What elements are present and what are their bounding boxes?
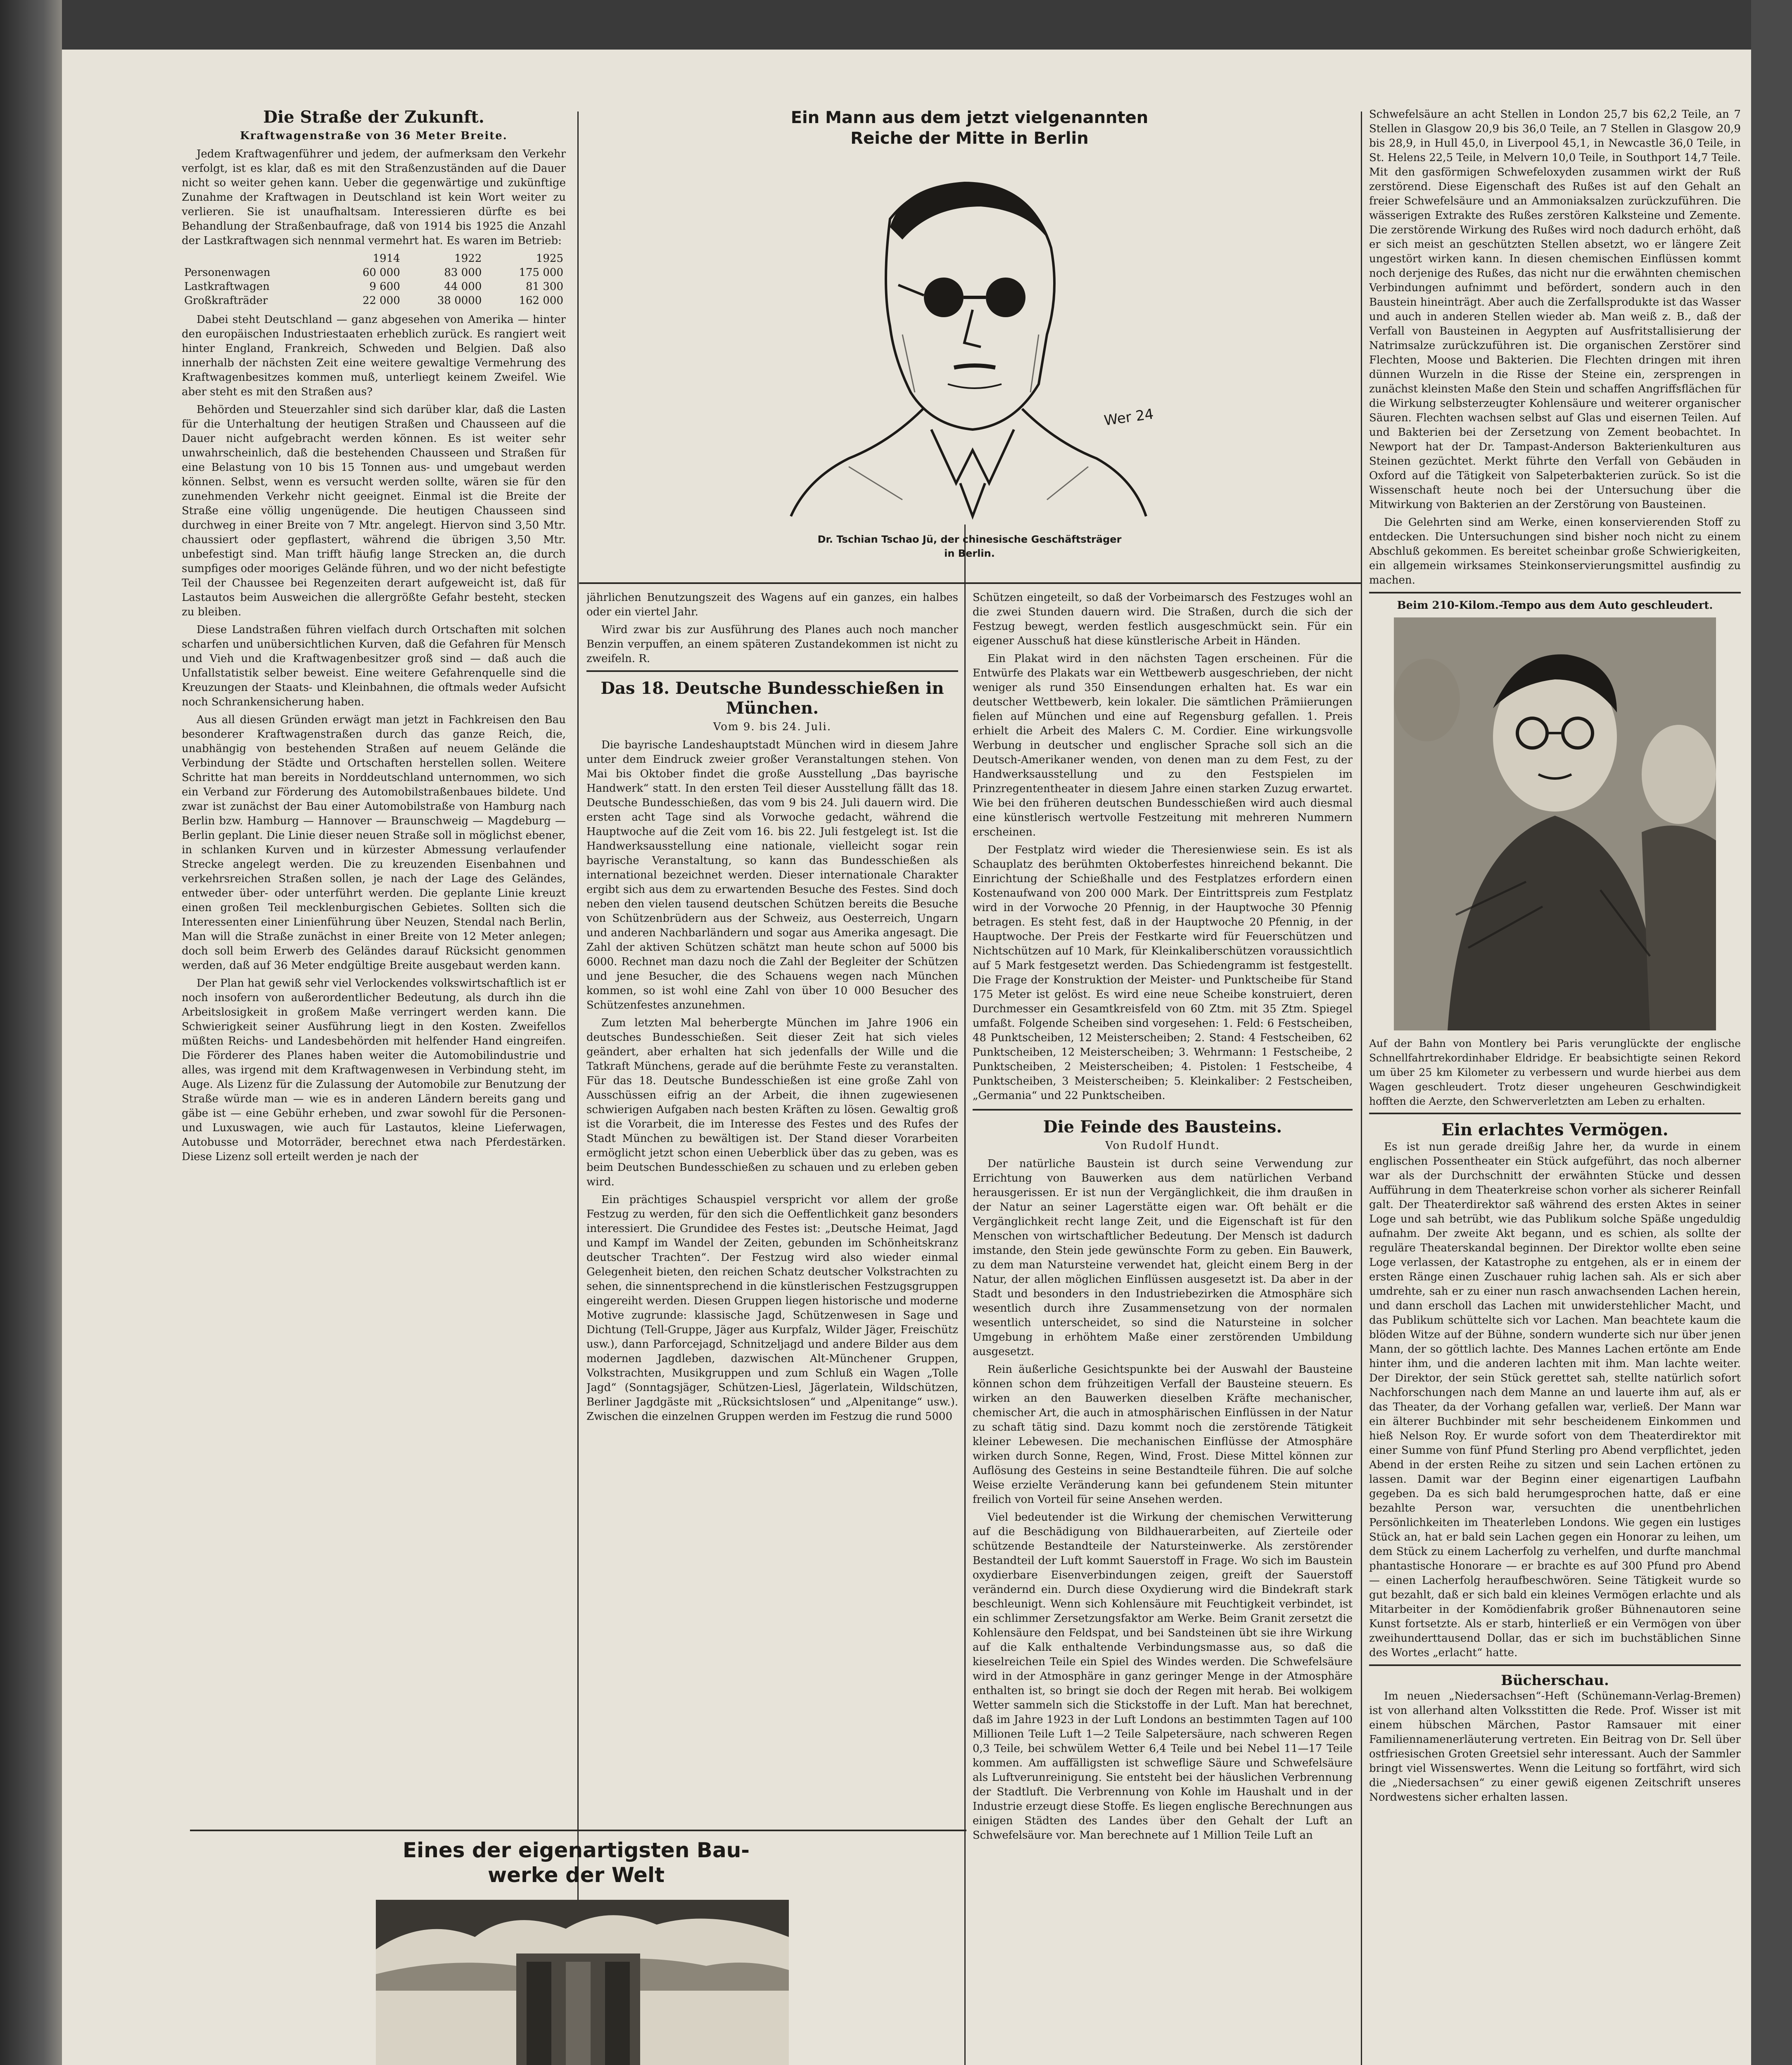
binding-edge — [0, 0, 62, 2065]
column-rule — [577, 112, 579, 2065]
byline: Von Rudolf Hundt. — [1105, 1139, 1220, 1152]
paragraph: Ein prächtiges Schauspiel verspricht vor allem der große Festzug zu werden, für den sich die Oeffentlichkeit ganz besonders interessiert. Die Grundidee des Festes ist: „Deutsche Heimat, Jagd und Kampf im Wandel der Zeiten, gebunden im Schönheitskranz deutscher Trachten“. Der Festzug wird also wieder einmal Gelegenheit bieten, den reichen Schatz deutscher Volkstrachten zu sehen, die sinnentsprechend in die künstlerischen Festzugsgruppen eingereiht werden. Diesen Gruppen liegen historische und moderne Motive zugrunde: klassische Jagd, Schützenwesen in Sage und Dichtung (Tell-Gruppe, Jäger aus Kurpfalz, Wilder Jäger, Freischütz usw.), dann Parforcejagd, Schnitzeljagd und andere Bilder aus dem modernen Jagdleben, dazwischen Alt-Münchener Gruppen, Volkstrachten, Musikgruppen und zum Schluß ein Wagen „Tolle Jagd“ (Sonntagsjäger, Schützen-Liesl, Jägerlatein, Wildschützen, Berliner Jagdgäste mit „Rücksichtslosen“ und „Alpenitange“ usw.). Zwischen die einzelnen Gruppen werden im Festzug die rund 5000 — [586, 1194, 958, 1423]
section-headline: Bücherschau. — [1501, 1672, 1609, 1689]
table-row — [182, 266, 566, 280]
table-cell: Großkrafträder — [184, 294, 268, 307]
table-cell: 162 000 — [519, 294, 563, 307]
article-column-3 — [973, 591, 1353, 2065]
feature-title-line1: Eines der eigenartigsten Bau- — [402, 1838, 750, 1862]
paragraph: Viel bedeutender ist die Wirkung der chemischen Verwitterung auf die Beschädigung von Bildhauerarbeiten, auf Zierteile oder schützende Bestandteile der Natursteinwerke. Als zerstörender Bestandteil der Luft kommt Sauerstoff in Frage. Wo sich im Baustein oxydierbare Eisenverbindungen zeigen, greift der Sauerstoff verändernd ein. Durch diese Oxydierung wird die Bindekraft stark beschleunigt. Wenn sich Kohlensäure mit Feuchtigkeit verbindet, ist ein schlimmer Zersetzungsfaktor am Werke. Beim Granit zersetzt die Kohlensäure den Feldspat, und bei Sandsteinen übt sie ihre Wirkung auf die Kalk enthaltende Verbindungsmasse aus, so daß die kieselreichen Teile ein Spiel des Windes werden. Die Schwefelsäure wird in der Atmosphäre in ganz geringer Menge in der Atmosphäre enthalten ist, so bringt sie doch der Regen mit herab. Bei wolkigem Wetter sammeln sich die Stickstoffe in der Luft. Man hat berechnet, daß im Jahre 1923 in der Luft Londons an bestimmten Tagen auf 100 Millionen Teile Luft 1—2 Teile Salpetersäure, nach schweren Regen 0,3 Teile, bei schwülem Wetter 6,4 Teile und bei Nebel 11—17 Teile kommen. Am auffälligsten ist schweflige Säure und Schwefelsäure als Luftverunreinigung. Sie entsteht bei der häuslichen Verbrennung der Stadtluft. Die Verbrennung von Kohle im Haushalt und in der Industrie erzeugt diese Stoffe. Es liegen englische Berechnungen aus einigen Städten des Landes über den Gehalt der Luft an Schwefelsäure vor. Man berechnete auf 1 Million Teile Luft an — [973, 1511, 1353, 1842]
paragraph: Es ist nun gerade dreißig Jahre her, da wurde in einem englischen Possentheater ein Stück aufgeführt, das noch alberner war als der Durchschnitt der erwähnten Stücke und dessen Aufführung in dem Theaterkreise schon vorher als sicherer Reinfall galt. Der Theaterdirektor saß während des ersten Aktes in seiner Loge und sah betrübt, wie das Publikum solche Späße ungeduldig aufnahm. Der zweite Akt begann, und es schien, als sollte der reguläre Theaterskandal beginnen. Der Direktor wollte eben seine Loge verlassen, der Katastrophe zu entgehen, als er in einem der ersten Ränge einen Zuschauer ruhig lachen sah. Als er sich aber umdrehte, sah er zu einer nun rasch anwachsenden Lachen herein, und dann erscholl das Lachen mit unwiderstehlicher Macht, und das Publikum schüttelte sich vor Lachen. Man beachtete kaum die blöden Witze auf der Bühne, sondern wunderte sich nur über jenen Mann, der so göttlich lachte. Des Mannes Lachen ertönte am Ende hinter ihm, und die anderen lachten mit ihm. Man lachte weiter. Der Direktor, der sein Stück gerettet sah, stellte natürlich sofort Nachforschungen nach dem Manne an und lauerte ihm auf, als er das Theater, da der Vorhang gefallen war, verließ. Der Mann war ein älterer Buchbinder mit sehr bescheidenem Einkommen und hieß Nelson Roy. Er wurde sofort von dem Theaterdirektor mit einer Summe von fünf Pfund Sterling pro Abend verpflichtet, jeden Abend in der ersten Reihe zu sitzen und sein Lachen ertönen zu lassen. Damit war der Beginn einer eigenartigen Laufbahn gegeben. Da es sich bald herumgesprochen hatte, daß er eine bezahlte Person war, versuchten die unentbehrlichen Persönlichkeiten im Theaterleben Londons. Wie gegen ein lustiges Stück an, hat er bald sein Lachen gegen ein Honorar zu leihen, um dem Stück zu einem Lacherfolg zu verhelfen, und durfte manchmal phantastische Honorare — er brachte es auf 300 Pfund pro Abend — einen Lacherfolg heraufbeschwören. Seine Tätigkeit wurde so gut bezahlt, daß er sich bald ein kleines Vermögen erlachte und als Mitarbeiter in der Komödienfabrik großer Bühnenautoren seine Kunst fortsetzte. Als er starb, hinterließ er ein Vermögen von über zweihunderttausend Dollar, das er sich im buchstäblichen Sinne des Wortes „erlacht“ hatte. — [1369, 1141, 1741, 1659]
table-cell: 81 300 — [526, 280, 563, 293]
article-rule — [973, 1109, 1353, 1111]
headline: Die Feinde des Bausteins. — [1043, 1117, 1282, 1137]
paragraph: Ein Plakat wird in den nächsten Tagen erscheinen. Für die Entwürfe des Plakats war ein Wettbewerb ausgeschrieben, der nicht weniger als rund 350 Einsendungen erhalten hat. Es war ein deutscher Wettbewerb, kein lokaler. Die sämtlichen Prämiierungen fielen auf München und eine auf Regensburg gefallen. 1. Preis erhielt die Arbeit des Malers C. M. Cordier. Eine wirkungsvolle Werbung in deutscher und englischer Sprache soll sich an die Deutsch-Amerikaner wenden, von denen man zu dem Fest, zu der Handwerksausstellung und zu den Festspielen im Prinzregententheater in diesem Jahre einen starken Zuzug erwartet. Wie bei den früheren deutschen Bundesschießen wird auch diesmal eine künstlerisch wertvolle Festzeitung mit mehreren Nummern erscheinen. — [973, 653, 1353, 838]
paragraph: Zum letzten Mal beherbergte München im Jahre 1906 ein deutsches Bundesschießen. Seit dieser Zeit hat sich vieles geändert, aber erhalten hat sich jedenfalls der Wille und die Tatkraft Münchens, gerade auf die berühmte Feste zu veranstalten. Für das 18. Deutsche Bundesschießen ist eine große Zahl von Ausschüssen eifrig an der Arbeit, die ihnen zugewiesenen schwierigen Aufgaben nach besten Kräften zu lösen. Gewaltig groß ist die Vorarbeit, die im Interesse des Festes und des Rufes der Stadt München zu bewältigen ist. Der Stand dieser Vorarbeiten ermöglicht jetzt schon einen Ueberblick über das zu geben, was es beim Deutschen Bundesschießen zu schauen und zu erleben geben wird. — [586, 1017, 958, 1188]
photo-caption: Auf der Bahn von Montlery bei Paris verunglückte der englische Schnellfahrtrekordinhaber Eldridge. Er beabsichtigte seinen Rekord um über 25 km Kilometer zu verbessern und wurde hierbei aus dem Wagen geschleudert. Trotz dieser ungeheuren Geschwindigkeit hofften die Aerzte, den Schwerverletzten am Leben zu erhalten. — [1369, 1037, 1741, 1107]
portrait-caption-line2: in Berlin. — [944, 548, 995, 559]
feature-title-line2: werke der Welt — [487, 1863, 665, 1887]
article-rule — [1369, 1113, 1741, 1114]
portrait-feature — [584, 107, 1355, 578]
paragraph: Schützen eingeteilt, so daß der Vorbeimarsch des Festzuges wohl an die zwei Stunden dauern wird. Die Straßen, durch die sich der Festzug bewegt, werden festlich ausgeschmückt sein. Für ein eigener Ausschuß hat diese künstlerische Arbeit in Händen. — [973, 591, 1353, 647]
paragraph: Dabei steht Deutschland — ganz abgesehen von Amerika — hinter den europäischen Industriestaaten erheblich zurück. Es rangiert weit hinter England, Frankreich, Schweden und Belgien. Daß also innerhalb der nächsten Zeit eine weitere gewaltige Vermehrung des Kraftwagenbesitzes kommen muß, unterliegt keinem Zweifel. Wie aber steht es mit den Straßen aus? — [182, 313, 566, 398]
table-cell: 22 000 — [362, 294, 400, 307]
building-illustration — [376, 1900, 789, 2065]
article-strasse-der-zukunft — [182, 107, 566, 2065]
paragraph: Behörden und Steuerzahler sind sich darüber klar, daß die Lasten für die Unterhaltung der heutigen Straßen und Chausseen auf die Dauer nicht aufgebracht werden können. Es ist weiter sehr unwahrscheinlich, daß die bestehenden Chausseen und Straßen für eine Belastung von 10 bis 15 Tonnen aus- und umgebaut werden können. Selbst, wenn es versucht werden sollte, wären sie für den zunehmenden Verkehr nicht geeignet. Einmal ist die Breite der Straße eine völlig ungenügende. Die heutigen Chausseen sind durchweg in einer Breite von 7 Mtr. angelegt. Hiervon sind 3,50 Mtr. chaussiert oder gepflastert, während die übrigen 3,50 Mtr. unbefestigt sind. Man trifft häufig lange Strecken an, die durch sumpfiges oder mooriges Gelände führen, und wo der nicht befestigte Teil der Chaussee bei Regenzeiten derart aufgeweicht ist, daß für Lastautos beim Ausweichen die allergrößte Gefahr besteht, stecken zu bleiben. — [182, 404, 566, 618]
paragraph: Im neuen „Niedersachsen“-Heft (Schünemann-Verlag-Bremen) ist von allerhand alten Volksstitten die Rede. Prof. Wisser ist mit einem hübschen Märchen, Pastor Ramsauer mit einer Familiennamenerläuterung vertreten. Ein Beitrag von Dr. Sell über ostfriesischen Groten Greetsiel sehr interessant. Auch der Sammler bringt viel Wissenswertes. Wenn die Leitung so fortfährt, wird sich die „Niedersachsen“ zu einer gewiß eigenen Zeitschrift unseres Nordwestens sicher erhalten lassen. — [1369, 1690, 1741, 1804]
article-rule — [586, 670, 958, 672]
portrait-drawing — [766, 161, 1163, 525]
statistics-table — [182, 252, 566, 308]
section-rule — [579, 582, 1361, 584]
headline: Das 18. Deutsche Bundesschießen in München. — [600, 679, 944, 718]
paragraph: Die bayrische Landeshauptstadt München wird in diesem Jahre unter dem Eindruck zweier großer Veranstaltungen stehen. Von Mai bis Oktober findet die große Ausstellung „Das bayrische Handwerk“ statt. In den ersten Teil dieser Ausstellung fällt das 18. Deutsche Bundesschießen, das vom 9 bis 24. Juli dauern wird. Die ersten acht Tage sind als Vorwoche gedacht, während die Hauptwoche auf die Zeit vom 16. bis 22. Juli festgelegt ist. Ist die Handwerksausstellung eine nationale, vielleicht sogar rein bayrische Veranstaltung, so kann das Bundesschießen als international bezeichnet werden. Dieser internationale Charakter ergibt sich aus dem zu erwartenden Besuche des Festes. Sind doch neben den vielen tausend deutschen Schützen bereits die Besuche von Schützenbrüdern aus der Schweiz, aus Oesterreich, Ungarn und anderen Nachbarländern und sogar aus Amerika angesagt. Die Zahl der aktiven Schützen schätzt man heute schon auf 5000 bis 6000. Rechnet man dazu noch die Zahl der Begleiter der Schützen und jene Besucher, die des Schauens wegen nach München kommen, so ist wohl eine Zahl von über 10 000 Besucher des Schützenfestes anzunehmen. — [586, 739, 958, 1011]
paragraph: Der Plan hat gewiß sehr viel Verlockendes volkswirtschaftlich ist er noch insofern von außerordentlicher Bedeutung, als durch ihn die Arbeitslosigkeit in großem Maße verringert werden kann. Die Schwierigkeit seiner Ausführung liegt in den Kosten. Zweifellos müßten Reichs- und Landesbehörden mit helfender Hand eingreifen. Die Förderer des Planes haben weiter die Automobilindustrie und alles, was irgend mit dem Kraftwagenwesen in Verbindung steht, im Auge. Als Lizenz für die Zulassung der Automobile zur Benutzung der Straße würde man — wie es in anderen Ländern bereits gang und gäbe ist — eine Gebühr erheben, und zwar sowohl für die Personen- und Luxuswagen, wie auch für Lastautos, kleine Lieferwagen, Autobusse und Motorräder, berechnet etwa nach Pferdestärken. Diese Lizenz soll erteilt werden je nach der — [182, 977, 566, 1163]
paragraph: Die Gelehrten sind am Werke, einen konservierenden Stoff zu entdecken. Die Untersuchungen sind bisher noch nicht zu einem Abschluß gekommen. Es bereitet scheinbar große Schwierigkeiten, ein allgemein wirksames Steinkonservierungsmittel ausfindig zu machen. — [1369, 516, 1741, 586]
headline: Ein erlachtes Vermögen. — [1441, 1120, 1669, 1139]
table-cell: Personenwagen — [184, 266, 271, 279]
column-rule — [1361, 112, 1362, 2065]
table-cell: Lastkraftwagen — [184, 280, 270, 293]
table-cell: 9 600 — [369, 280, 400, 293]
feature-title-line1: Ein Mann aus dem jetzt vielgenannten — [790, 108, 1149, 127]
table-row — [182, 294, 566, 308]
subheadline: Kraftwagenstraße von 36 Meter Breite. — [240, 130, 508, 142]
table-header: 1922 — [454, 252, 482, 265]
article-rule — [1369, 592, 1741, 593]
paragraph: Diese Landstraßen führen vielfach durch Ortschaften mit solchen scharfen und unübersichtlichen Kurven, daß die Gefahren für Mensch und Vieh und die Kraftwagenbesitzer groß sind — daß auch die Unfallstatistik selber beweist. Eine weitere Gefahrenquelle sind die Kreuzungen der Staats- und Kleinbahnen, die oftmals weder Aufsicht noch Schrankensicherung haben. — [182, 624, 566, 708]
article-rule — [1369, 1664, 1741, 1666]
eldridge-photo — [1394, 617, 1716, 1030]
table-header: 1914 — [373, 252, 400, 265]
section-rule — [190, 1830, 966, 1831]
building-feature — [190, 1838, 962, 2065]
table-header: 1925 — [536, 252, 563, 265]
paragraph: Rein äußerliche Gesichtspunkte bei der Auswahl der Bausteine können schon dem frühzeitigen Verfall der Bausteine steuern. Es wirken an den Bauwerken dieselben Kräfte mechanischer, chemischer Art, die auch in atmosphärischen Einflüssen in der Natur zu schaft tätig sind. Dazu kommt noch die zerstörende Tätigkeit kleiner Lebewesen. Die mechanischen Einflüsse der Atmosphäre wirken durch Sonne, Regen, Wind, Frost. Diese Mittel können zur Auflösung des Gesteins in seine Bestandteile führen. Die auf solche Weise erzielte Veränderung kann bei gefundenem Stein mitunter freilich von Vorteil für seine Ansehen werden. — [973, 1363, 1353, 1506]
table-cell: 175 000 — [519, 266, 563, 279]
paragraph: Der Festplatz wird wieder die Theresienwiese sein. Es ist als Schauplatz des berühmten Oktoberfestes hinreichend bekannt. Die Einrichtung der Schießhalle und des Festplatzes erfordern einen Kostenaufwand von 200 000 Mark. Der Eintrittspreis zum Festplatz wird in der Vorwoche 20 Pfennig, in der Hauptwoche 30 Pfennig betragen. Es steht fest, daß in der Hauptwoche 20 Pfennig, in der Hauptwoche. Der Preis der Festkarte wird für Feuerschützen und Nichtschützen auf 10 Mark, für Kleinkaliberschützen voraussichtlich auf 5 Mark festgesetzt werden. Das Schiedengramm ist festgestellt. Die Frage der Konstruktion der Meister- und Punktscheibe für Stand 175 Meter ist gelöst. Es wird eine neue Scheibe konstruiert, deren Durchmesser ein Gesamtkreisfeld von 60 Ztm. mit 35 Ztm. Spiegel umfaßt. Folgende Scheiben sind vorgesehen: 1. Feld: 6 Festscheiben, 48 Punktscheiben, 12 Meisterscheiben; 2. Stand: 4 Festscheiben, 62 Punktscheiben, 12 Meisterscheiben; 3. Wehrmann: 1 Festscheibe, 2 Punktscheiben, 2 Meisterscheiben; 4. Pistolen: 1 Festscheibe, 4 Punktscheiben, 3 Meisterscheiben; 5. Kleinkaliber: 2 Festscheiben, „Germania“ und 22 Punktscheiben. — [973, 844, 1353, 1102]
headline: Die Straße der Zukunft. — [263, 107, 484, 127]
table-header — [182, 252, 332, 266]
paragraph: Aus all diesen Gründen erwägt man jetzt in Fachkreisen den Bau besonderer Kraftwagenstraßen durch das ganze Reich, die, unabhängig von bestehenden Straßen auf neuem Gelände die Verbindung der Städte und Ortschaften herstellen sollen. Weitere Schritte hat man bereits in Norddeutschland unternommen, wo sich ein Verband zur Förderung des Automobilstraßenbaues bildete. Und zwar ist zunächst der Bau einer Automobilstraße von Hamburg nach Berlin bzw. Hamburg — Hannover — Braunschweig — Magdeburg — Berlin geplant. Die Linie dieser neuen Straße soll in möglichst ebener, in schlanken Kurven und in kürzester Abmessung verlaufender Strecke angelegt werden. Die zu kreuzenden Eisenbahnen und verkehrsreichen Straßen sollen, je nach der Lage des Geländes, entweder über- oder unterführt werden. Die geplante Linie kreuzt einen großen Teil mecklenburgischen Gebietes. Sollten sich die Interessenten einer Linienführung über Neuzen, Stendal nach Berlin, Man will die Straße zunächst in einer Breite von 12 Meter anlegen; doch soll beim Erwerb des Geländes darauf Rücksicht genommen werden, daß auf 36 Meter endgültige Breite ausgebaut werden kann. — [182, 714, 566, 972]
portrait-caption-line1: Dr. Tschian Tschao Jü, der chinesische Geschäftsträger — [817, 534, 1122, 545]
table-row — [182, 280, 566, 294]
paragraph: Jedem Kraftwagenführer und jedem, der aufmerksam den Verkehr verfolgt, ist es klar, daß es mit den Straßenzuständen auf die Dauer nicht so weiter gehen kann. Ueber die gegenwärtige und zukünftige Zunahme der Kraftwagen in Deutschland ist kein Wort weiter zu verlieren. Sie ist unaufhaltsam. Interessieren dürfte es bei Behandlung der Straßenbaufrage, daß von 1914 bis 1925 die Anzahl der Lastkraftwagen sich nennmal vermehrt hat. Es waren im Betrieb: — [182, 148, 566, 247]
table-cell: 83 000 — [444, 266, 482, 279]
column-rule — [964, 525, 966, 2065]
paragraph: Wird zwar bis zur Ausführung des Planes auch noch mancher Benzin verpuffen, an einem späteren Zustandekommen ist nicht zu zweifeln. R. — [586, 624, 958, 665]
table-cell: 44 000 — [444, 280, 482, 293]
feature-title-line2: Reiche der Mitte in Berlin — [850, 129, 1089, 148]
svg-text:Wer 24: Wer 24 — [1103, 406, 1155, 429]
photo-title: Beim 210-Kilom.-Tempo aus dem Auto geschleudert. — [1397, 599, 1713, 612]
subheadline: Vom 9. bis 24. Juli. — [713, 721, 832, 733]
table-cell: 60 000 — [362, 266, 400, 279]
page-edge — [1751, 0, 1792, 2065]
paragraph: Der natürliche Baustein ist durch seine Verwendung zur Errichtung von Bauwerken aus dem natürlichen Verband herausgerissen. Er ist nun der Vergänglichkeit, die ihm draußen in der Natur an seiner Lagerstätte eigen war. Oft behält er die Vergänglichkeit recht lange Zeit, und die Eigenschaft ist für den Menschen von wirtschaftlicher Bedeutung. Der Mensch ist dadurch imstande, den Stein jede gewünschte Form zu geben. Ein Bauwerk, zu dem man Natursteine verwendet hat, gleicht einem Berg in der Natur, der allen möglichen Einflüssen ausgesetzt ist. Da aber in der Stadt und besonders in den Industriebezirken die Atmosphäre sich wesentlich durch ihre Zusammensetzung von der normalen wesentlich unterscheidet, so sind die Natursteine in solcher Umgebung in erhöhtem Maße einer zerstörenden Umbildung ausgesetzt. — [973, 1158, 1353, 1358]
newspaper-page — [62, 50, 1751, 2065]
table-cell: 38 0000 — [437, 294, 482, 307]
article-column-4 — [1369, 107, 1741, 2065]
paragraph: Schwefelsäure an acht Stellen in London 25,7 bis 62,2 Teile, an 7 Stellen in Glasgow 20,9 bis 36,0 Teile, an 7 Stellen in Glasgow 20,9 bis 28,9, in Hull 45,0, in Liverpool 45,1, in Newcastle 36,0 Teile, in St. Helens 22,5 Teile, in Melvern 10,0 Teile, in Southport 14,7 Teile. Mit den gasförmigen Schwefeloxyden zusammen wirkt der Ruß zerstörend. Diese Eigenschaft des Rußes ist auf den Gehalt an freier Schwefelsäure und an Ammoniaksalzen zurückzuführen. Die wässerigen Extrakte des Rußes zerstören Kalksteine und Zemente. Die zerstörende Wirkung des Rußes wird noch dadurch erhöht, daß er sich meist an geschützten Stellen absetzt, wo er längere Zeit ungestört wirken kann. In diesen chemischen Einflüssen kommt noch derjenige des Rußes, das nicht nur die erwähnten chemischen Verbindungen aufnimmt und befördert, sondern auch in den Baustein hineinträgt. Aber auch die Zerfallsprodukte ist das Wasser und auch in anderen Stellen wieder ab. Man weiß z. B., daß der Verfall von Bausteinen in Aegypten auf Ausfritstallisierung der Natrimsalze zurückzuführen ist. Die organischen Zerstörer sind Flechten, Moose und Bakterien. Die Flechten dringen mit ihren dünnen Wurzeln in die Risse der Steine ein, zersprengen in zunächst kleinsten Maße den Stein und schaffen Angriffsflächen für die Wirkung selbsterzeugter Kohlensäure und weiterer organischer Säuren. Flechten wachsen selbst auf Glas und eisernen Teilen. Auf und Bakterien bei der Zersetzung von Zement beobachtet. In Newport hat der Dr. Tampast-Anderson Bakterienkulturen aus Steinen gezüchtet. Merkt führte den Verfall von Gebäuden in Oxford auf die Tätigkeit von Salpeterbakterien zurück. So ist die Wissenschaft heute noch bei der Untersuchung über die Mitwirkung von Bakterien an der Zerstörung von Bausteinen. — [1369, 108, 1741, 511]
paragraph: jährlichen Benutzungszeit des Wagens auf ein ganzes, ein halbes oder ein viertel Jahr. — [586, 591, 958, 618]
article-bundesschiessen — [586, 591, 958, 1821]
